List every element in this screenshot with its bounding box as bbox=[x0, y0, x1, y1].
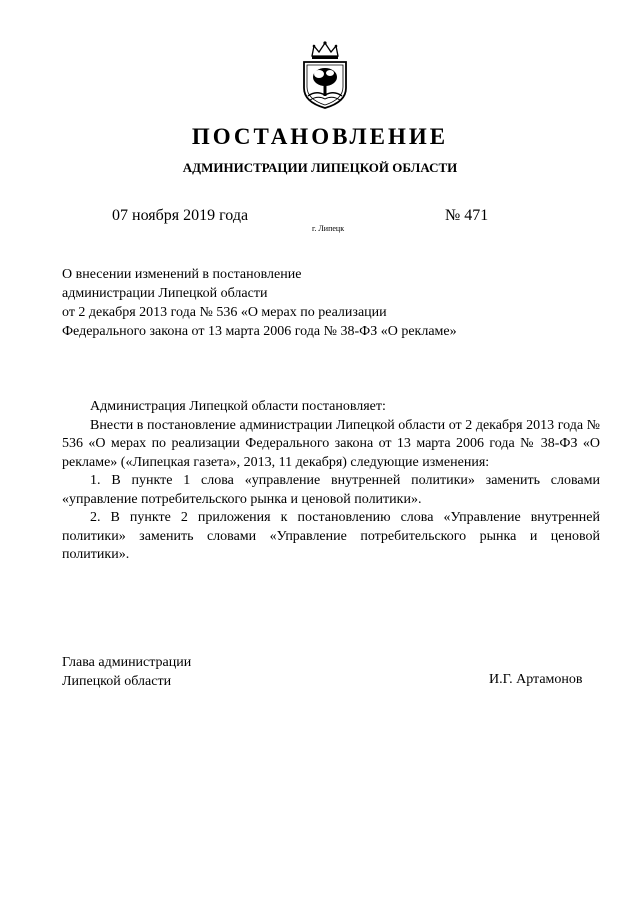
signatory-name: И.Г. Артамонов bbox=[489, 672, 583, 687]
issuer-name: АДМИНИСТРАЦИИ ЛИПЕЦКОЙ ОБЛАСТИ bbox=[182, 160, 458, 175]
body-item-1: 1. В пункте 1 слова «управление внутренней политики» заменить словами «управление потребительского рынка и ценовой политики». bbox=[62, 473, 600, 507]
document-city: г. Липецк bbox=[312, 224, 345, 233]
document-number: № 471 bbox=[445, 207, 489, 224]
signatory-position bbox=[62, 653, 191, 691]
document-date: 07 ноября 2019 года bbox=[112, 207, 249, 224]
document-subject bbox=[62, 265, 457, 341]
body-paragraph: Внести в постановление администрации Липецкой области от 2 декабря 2013 года № 536 «О мерах по реализации Федерального закона от 13 марта 2006 года № 38-ФЗ «О рекламе» («Липецкая газета», 2013, 11 декабря) следующие изменения: bbox=[62, 417, 600, 470]
document-title: ПОСТАНОВЛЕНИЕ bbox=[191, 124, 449, 149]
document-body bbox=[62, 398, 600, 565]
subject-line: администрации Липецкой области bbox=[62, 286, 268, 301]
subject-line: Федерального закона от 13 марта 2006 года № 38-ФЗ «О рекламе» bbox=[62, 324, 457, 339]
signatory-position-line: Глава администрации bbox=[62, 655, 192, 670]
body-intro: Администрация Липецкой области постановляет: bbox=[90, 399, 386, 414]
body-item-2: 2. В пункте 2 приложения к постановлению слова «Управление внутренней политики» заменить словами «Управление потребительского рынка и ценовой политики». bbox=[62, 510, 600, 562]
subject-line: О внесении изменений в постановление bbox=[62, 267, 302, 282]
subject-line: от 2 декабря 2013 года № 536 «О мерах по реализации bbox=[62, 305, 387, 320]
signatory-position-line: Липецкой области bbox=[62, 674, 172, 689]
coat-of-arms-icon bbox=[296, 40, 354, 110]
